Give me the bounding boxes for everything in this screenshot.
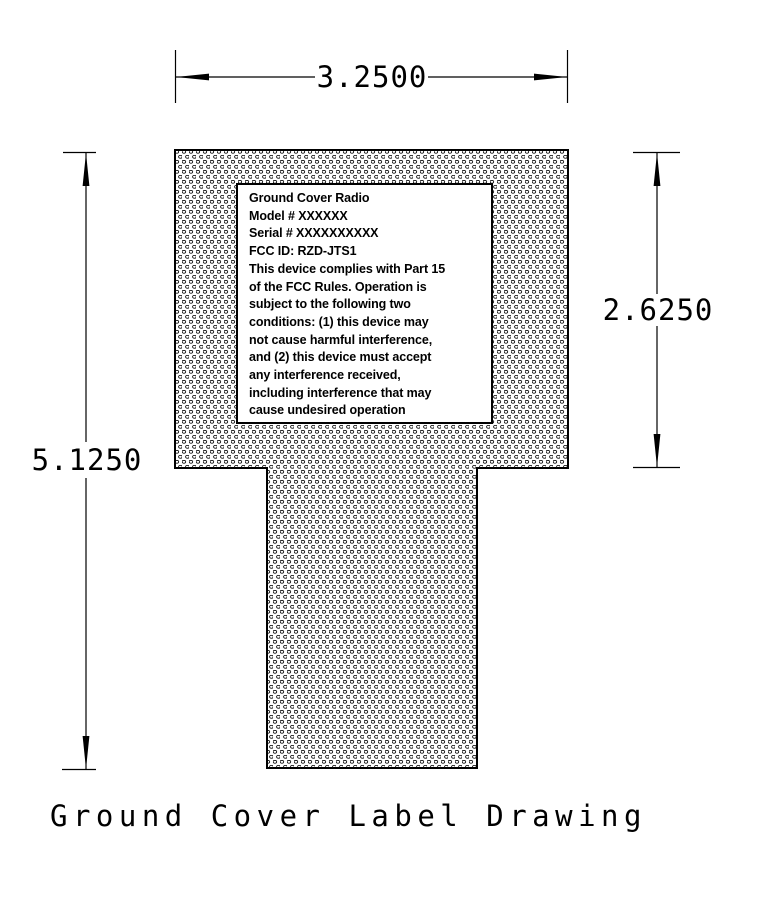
- label-line-model: Model # XXXXXX: [249, 208, 348, 223]
- label-line: of the FCC Rules. Operation is: [249, 279, 427, 294]
- dim-top-width-value: 3.2500: [316, 60, 428, 94]
- label-line-product: Ground Cover Radio: [249, 191, 370, 205]
- label-line: including interference that may: [249, 385, 432, 400]
- label-line: conditions: (1) this device may: [249, 314, 429, 329]
- label-line: not cause harmful interference,: [249, 332, 433, 347]
- label-line: any interference received,: [249, 368, 401, 383]
- label-line-serial: Serial # XXXXXXXXXX: [249, 226, 379, 241]
- dim-top-arrow-right: [534, 74, 567, 81]
- dim-top-arrow-left: [176, 74, 209, 81]
- dim-right-height-value: 2.6250: [602, 293, 714, 327]
- dim-right-arrow-up: [654, 153, 661, 186]
- label-line: This device complies with Part 15: [249, 261, 446, 276]
- drawing-title: Ground Cover Label Drawing: [50, 799, 647, 833]
- fcc-label-text: [249, 190, 489, 420]
- dim-left-height-value: 5.1250: [31, 443, 143, 477]
- dim-left-arrow-down: [83, 736, 90, 769]
- label-line: subject to the following two: [249, 297, 411, 312]
- dim-right-arrow-down: [654, 434, 661, 467]
- label-line-fcc-id: FCC ID: RZD-JTS1: [249, 244, 357, 259]
- dim-left-arrow-up: [83, 153, 90, 186]
- label-line: and (2) this device must accept: [249, 350, 432, 365]
- label-line: cause undesired operation: [249, 403, 406, 418]
